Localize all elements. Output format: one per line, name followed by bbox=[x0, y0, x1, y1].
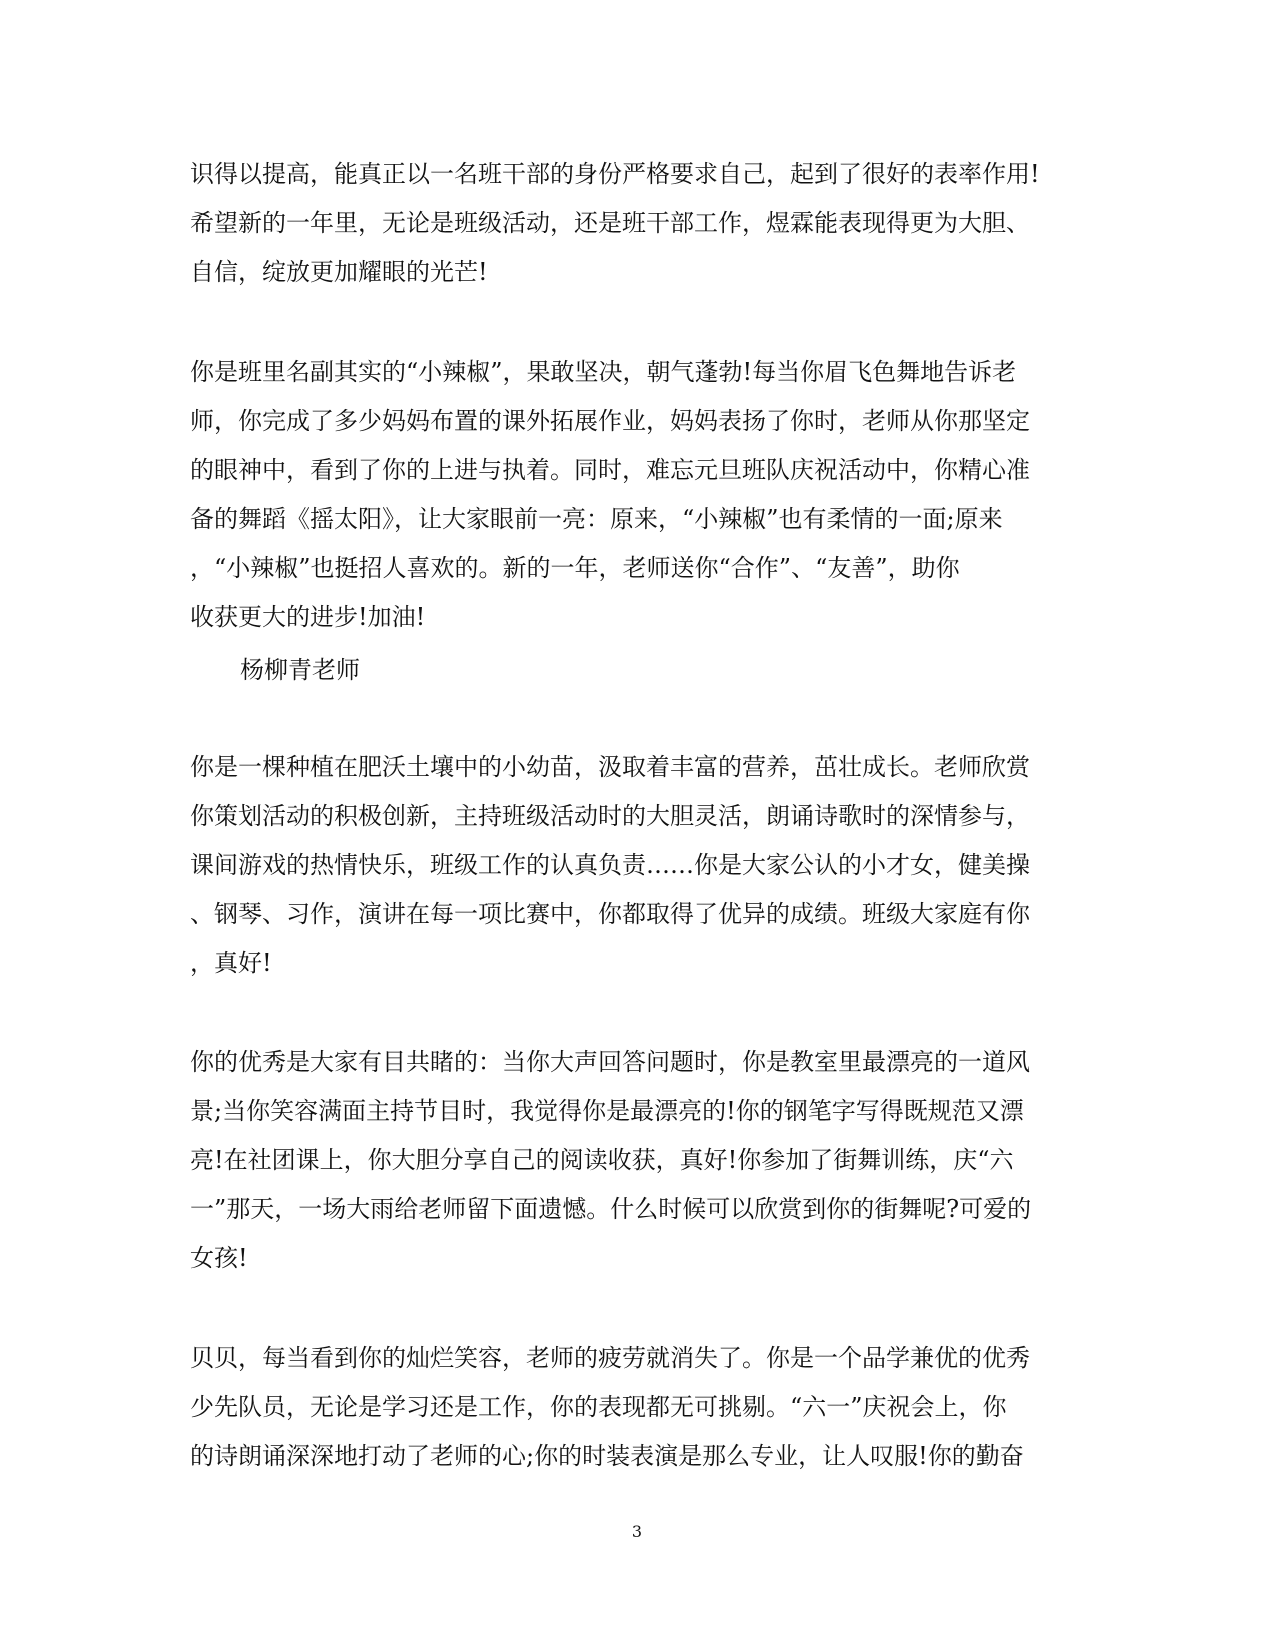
teacher-signature: 杨柳青老师 bbox=[240, 656, 360, 684]
paragraph-3 bbox=[190, 743, 1090, 988]
paragraph-1 bbox=[190, 150, 1090, 297]
text-line: 亮!在社团课上，你大胆分享自己的阅读收获，真好!你参加了街舞训练，庆“六 bbox=[190, 1146, 1014, 1174]
text-line: ，“小辣椒”也挺招人喜欢的。新的一年，老师送你“合作”、“友善”，助你 bbox=[190, 554, 960, 582]
text-line: 课间游戏的热情快乐，班级工作的认真负责……你是大家公认的小才女，健美操 bbox=[190, 851, 1030, 879]
paragraph-5 bbox=[190, 1334, 1090, 1481]
text-line: 你是班里名副其实的“小辣椒”，果敢坚决，朝气蓬勃!每当你眉飞色舞地告诉老 bbox=[190, 358, 1017, 386]
text-line: 识得以提高，能真正以一名班干部的身份严格要求自己，起到了很好的表率作用! bbox=[190, 160, 1040, 188]
paragraph-2 bbox=[190, 348, 1090, 642]
text-line: 备的舞蹈《摇太阳》，让大家眼前一亮：原来，“小辣椒”也有柔情的一面;原来 bbox=[190, 505, 1003, 533]
text-line: 景;当你笑容满面主持节目时，我觉得你是最漂亮的!你的钢笔字写得既规范又漂 bbox=[190, 1097, 1024, 1125]
text-line: 自信，绽放更加耀眼的光芒! bbox=[190, 258, 488, 286]
text-line: ，真好! bbox=[190, 949, 272, 977]
text-line: 一”那天，一场大雨给老师留下面遗憾。什么时候可以欣赏到你的街舞呢?可爱的 bbox=[190, 1195, 1032, 1223]
text-line: 你的优秀是大家有目共睹的：当你大声回答问题时，你是教室里最漂亮的一道风 bbox=[190, 1048, 1030, 1076]
text-line: 贝贝，每当看到你的灿烂笑容，老师的疲劳就消失了。你是一个品学兼优的优秀 bbox=[190, 1344, 1030, 1372]
text-line: 少先队员，无论是学习还是工作，你的表现都无可挑剔。“六一”庆祝会上，你 bbox=[190, 1393, 1007, 1421]
paragraph-4 bbox=[190, 1038, 1090, 1283]
text-line: 师，你完成了多少妈妈布置的课外拓展作业，妈妈表扬了你时，老师从你那坚定 bbox=[190, 407, 1030, 435]
text-line: 你策划活动的积极创新，主持班级活动时的大胆灵活，朗诵诗歌时的深情参与， bbox=[190, 802, 1030, 830]
text-line: 收获更大的进步!加油! bbox=[190, 603, 426, 631]
page-number: 3 bbox=[631, 1522, 643, 1541]
text-line: 的眼神中，看到了你的上进与执着。同时，难忘元旦班队庆祝活动中，你精心准 bbox=[190, 456, 1030, 484]
text-line: 女孩! bbox=[190, 1244, 248, 1272]
text-line: 的诗朗诵深深地打动了老师的心;你的时装表演是那么专业，让人叹服!你的勤奋 bbox=[190, 1442, 1024, 1470]
text-line: 希望新的一年里，无论是班级活动，还是班干部工作，煜霖能表现得更为大胆、 bbox=[190, 209, 1030, 237]
text-line: 你是一棵种植在肥沃土壤中的小幼苗，汲取着丰富的营养，茁壮成长。老师欣赏 bbox=[190, 753, 1030, 781]
text-line: 、钢琴、习作，演讲在每一项比赛中，你都取得了优异的成绩。班级大家庭有你 bbox=[190, 900, 1030, 928]
